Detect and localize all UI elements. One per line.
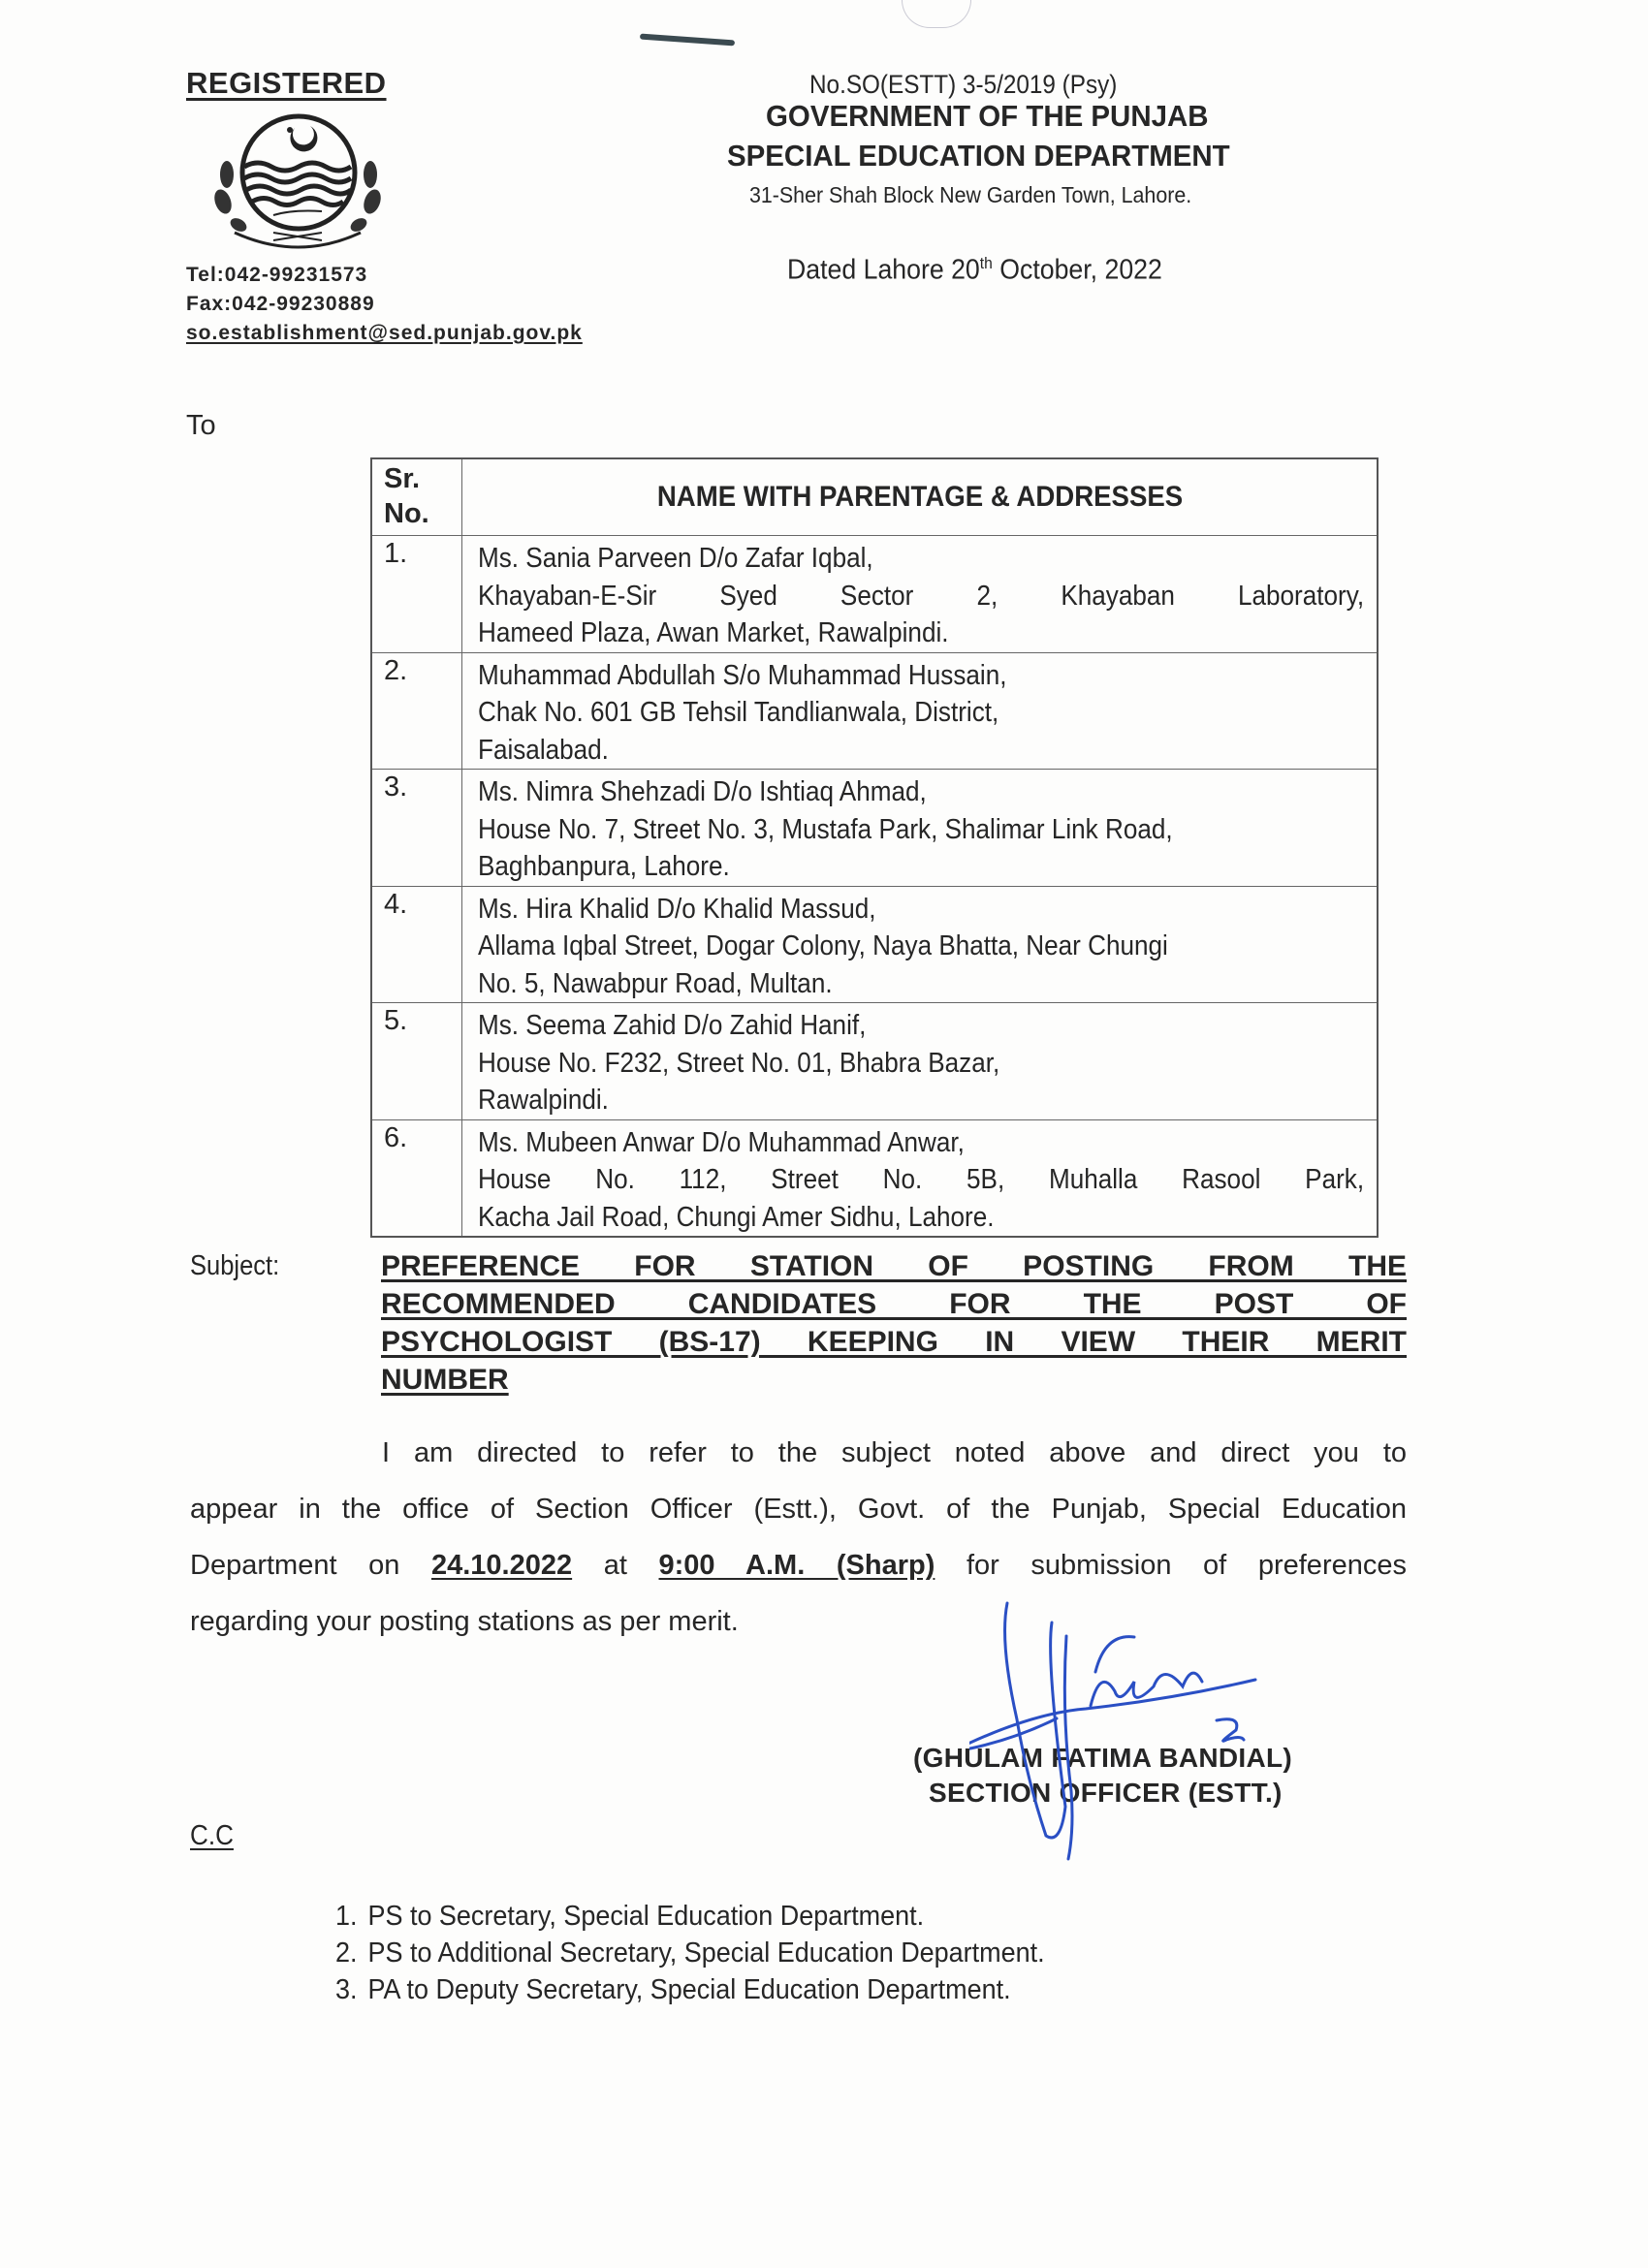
telephone: Tel:042-99231573 <box>186 264 368 286</box>
address-line: Allama Iqbal Street, Dogar Colony, Naya Bhatta, Near Chungi <box>478 930 1168 961</box>
address-line: Khayaban-E-Sir Syed Sector 2, Khayaban Laboratory, <box>478 580 1365 612</box>
address-line: House No. 112, Street No. 5B, Muhalla Rasool Park, <box>478 1164 1365 1195</box>
table-row <box>371 652 1378 770</box>
addressee-name: Muhammad Abdullah S/o Muhammad Hussain, <box>478 659 1007 691</box>
table-row <box>371 1119 1378 1237</box>
body-text: at <box>572 1550 659 1581</box>
email-link[interactable]: so.establishment@sed.punjab.gov.pk <box>186 322 583 344</box>
cc-item <box>335 1971 1045 2008</box>
addressee-cell <box>462 652 1379 770</box>
sr-no: 2. <box>371 652 462 770</box>
body-text: for submission of preferences <box>935 1550 1407 1581</box>
addressee-name: Ms. Seema Zahid D/o Zahid Hanif, <box>478 1010 867 1041</box>
addressee-name: Ms. Sania Parveen D/o Zafar Iqbal, <box>478 543 873 574</box>
government-title: GOVERNMENT OF THE PUNJAB <box>766 99 1209 133</box>
cc-item-number: 1. <box>335 1901 358 1932</box>
table-row <box>371 536 1378 653</box>
sr-no: 1. <box>371 536 462 653</box>
cc-item-number: 2. <box>335 1937 358 1969</box>
table-row <box>371 1003 1378 1120</box>
name-address-header: NAME WITH PARENTAGE & ADDRESSES <box>498 458 1341 536</box>
appearance-time: 9:00 A.M. (Sharp) <box>658 1550 935 1581</box>
cc-item <box>335 1898 1045 1935</box>
date-line <box>787 254 1162 287</box>
subject-line: RECOMMENDED CANDIDATES FOR THE POST OF <box>381 1288 1407 1320</box>
signer-name: (GHULAM FATIMA BANDIAL) <box>913 1743 1293 1773</box>
department-title: SPECIAL EDUCATION DEPARTMENT <box>727 139 1230 173</box>
cc-item <box>335 1935 1045 1971</box>
cc-item-text: PS to Additional Secretary, Special Education Department. <box>367 1937 1045 1969</box>
body-line: regarding your posting stations as per merit. <box>190 1606 739 1637</box>
cc-item-text: PS to Secretary, Special Education Department. <box>367 1901 925 1932</box>
table-header-row <box>371 458 1378 536</box>
body-line: appear in the office of Section Officer (Estt.), Govt. of the Punjab, Special Education <box>190 1494 1407 1525</box>
body-text: Department on <box>190 1550 431 1581</box>
date-prefix: Dated Lahore 20 <box>787 254 980 286</box>
stamp-trace <box>902 0 971 28</box>
subject-line: NUMBER <box>381 1364 509 1396</box>
addressee-cell <box>462 1003 1379 1120</box>
punjab-emblem-icon <box>206 107 388 252</box>
addressee-cell <box>462 886 1379 1003</box>
addressee-cell <box>462 1119 1379 1237</box>
cc-item-number: 3. <box>335 1974 358 2005</box>
address-line: House No. F232, Street No. 01, Bhabra Bazar, <box>478 1047 1000 1079</box>
appearance-date: 24.10.2022 <box>430 1550 573 1581</box>
address-line: Rawalpindi. <box>478 1085 609 1116</box>
address-line: Kacha Jail Road, Chungi Amer Sidhu, Lahore. <box>478 1201 995 1233</box>
sr-no-header <box>371 458 462 536</box>
sr-header-line2: No. <box>384 498 429 529</box>
staple-mark <box>640 34 735 47</box>
subject-line: PSYCHOLOGIST (BS-17) KEEPING IN VIEW THEIR MERIT <box>381 1326 1407 1358</box>
address-line: Baghbanpura, Lahore. <box>478 851 730 882</box>
subject-text <box>381 1247 1407 1399</box>
address-line: Hameed Plaza, Awan Market, Rawalpindi. <box>478 617 949 648</box>
addressee-cell <box>462 770 1379 887</box>
date-suffix: October, 2022 <box>992 254 1162 286</box>
table-row <box>371 886 1378 1003</box>
cc-list <box>335 1898 1098 2008</box>
sr-no: 4. <box>371 886 462 1003</box>
sr-no: 3. <box>371 770 462 887</box>
address-line: Chak No. 601 GB Tehsil Tandlianwala, District, <box>478 697 999 728</box>
reference-number: No.SO(ESTT) 3-5/2019 (Psy) <box>809 70 1118 99</box>
sr-header-line1: Sr. <box>384 463 421 494</box>
body-line: I am directed to refer to the subject noted above and direct you to <box>382 1437 1407 1468</box>
cc-label: C.C <box>190 1820 234 1851</box>
date-ordinal: th <box>979 254 993 272</box>
cc-item-text: PA to Deputy Secretary, Special Education Department. <box>367 1974 1011 2005</box>
to-label: To <box>186 410 216 441</box>
address-line: Faisalabad. <box>478 734 609 766</box>
addressee-name: Ms. Mubeen Anwar D/o Muhammad Anwar, <box>478 1126 965 1158</box>
sr-no: 6. <box>371 1119 462 1237</box>
address-line: No. 5, Nawabpur Road, Multan. <box>478 967 833 999</box>
fax: Fax:042-99230889 <box>186 293 375 315</box>
addressee-name: Ms. Nimra Shehzadi D/o Ishtiaq Ahmad, <box>478 776 927 807</box>
address-line: House No. 7, Street No. 3, Mustafa Park, Shalimar Link Road, <box>478 813 1173 845</box>
addressee-name: Ms. Hira Khalid D/o Khalid Massud, <box>478 893 876 925</box>
subject-label: Subject: <box>190 1250 280 1281</box>
signer-title: SECTION OFFICER (ESTT.) <box>929 1778 1283 1808</box>
department-address: 31-Sher Shah Block New Garden Town, Lahore. <box>749 182 1192 207</box>
subject-line: PREFERENCE FOR STATION OF POSTING FROM THE <box>381 1250 1407 1282</box>
registered-label: REGISTERED <box>186 66 387 100</box>
handwritten-signature-icon <box>969 1580 1318 1861</box>
sr-no: 5. <box>371 1003 462 1120</box>
table-row <box>371 770 1378 887</box>
addressee-cell <box>462 536 1379 653</box>
addressee-table <box>370 457 1379 1238</box>
